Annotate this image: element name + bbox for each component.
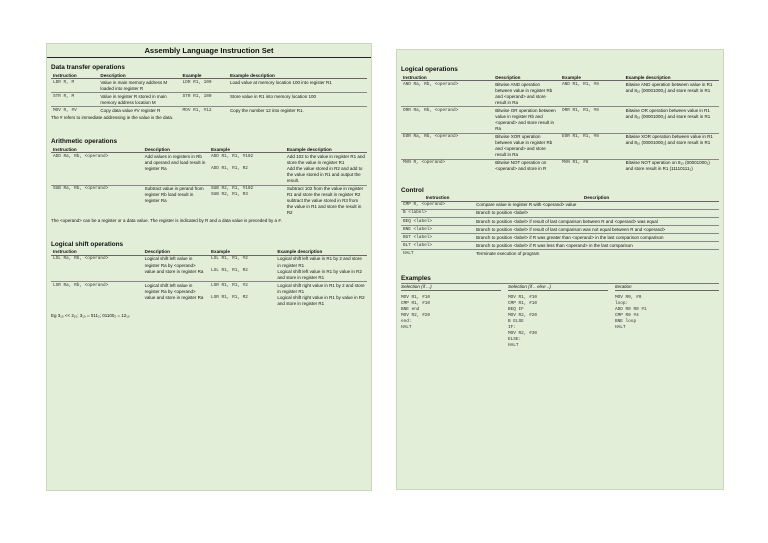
example-cell: SUB R2, R1, #102 SUB R2, R1, R3 [209, 185, 285, 217]
table-row [51, 185, 367, 217]
logical-shift-table [51, 249, 367, 308]
example-cell: MVN R1, #8 [560, 159, 624, 173]
logical-shift-heading: Logical shift operations [51, 240, 124, 248]
col-header-instruction: Instruction [401, 74, 493, 81]
example-code: MOV R1, #10 CMP R1, #10 BEQ IF MOV R2, #20 B ELSE IF: MOV R2, #30 ELSE: HALT [508, 295, 537, 348]
description-cell: Bitwise AND operation between value in register Rb and <operand> and store result in Ra [495, 81, 553, 105]
logical-table [401, 74, 719, 173]
arithmetic-heading: Arithmetic operations [51, 138, 118, 146]
instruction-cell: MVN R, <operand> [401, 159, 493, 173]
col-header-example-description: Example description [285, 146, 367, 153]
col-header-instruction: Instruction [401, 195, 474, 202]
description-cell: Logical shift left value in register Ra by <operand> value and store in register Ra [144, 256, 204, 274]
instruction-cell: LDR R, M [53, 79, 75, 85]
table-row [401, 81, 719, 107]
page-title: Assembly Language Instruction Set [47, 44, 371, 58]
example-title: Selection (if .. else ..) [508, 284, 608, 291]
col-header-example-description: Example description [275, 249, 367, 256]
description-cell: Terminate execution of program [474, 250, 719, 258]
example-cell: LSL R1, R1, #2 LSL R1, R1, R2 [210, 256, 248, 274]
description-cell: Branch to position <label> [474, 209, 719, 217]
col-header-example: Example [560, 74, 624, 81]
control-table [401, 195, 719, 257]
col-header-example-description: Example description [228, 72, 367, 79]
shift-example-note: Eg 3₁₀ << 2₁₀; 3₁₀ = 011₂; 01100₂ = 12₁₀ [51, 313, 130, 319]
example-cell: AND R1, R1, #8 [561, 81, 599, 87]
col-header-example: Example [181, 72, 228, 79]
immediate-addressing-note: The # refers to immediate addressing ie the value is the data. [51, 115, 174, 121]
col-header-description: Description [98, 72, 180, 79]
example-cell: ORR R1, R1, #8 [560, 107, 624, 133]
instruction-cell: SUB Ra, Rb, <operand> [51, 185, 143, 217]
example-title: Selection (if ...) [401, 284, 501, 291]
col-header-description: Description [143, 146, 209, 153]
col-header-description: Description [143, 249, 209, 256]
col-header-example-description: Example description [624, 74, 719, 81]
description-cell: Bitwise XOR operation between value in register Rb and <operand> and store result in Ra [493, 133, 560, 159]
example-cell: MOV R1, #12 [181, 107, 228, 115]
example-selection-if [401, 284, 501, 331]
description-cell: Subtract value in perand from register Rb load result in register Ra [143, 185, 209, 217]
description-cell: Value in main memory address M loaded into register R [100, 79, 168, 91]
description-cell: Value in register R stored in main memory address location M [98, 93, 180, 107]
examples-section [401, 283, 719, 384]
operand-note: The <operand> can be a register or a data value. The register is indicated by R and a data value is preceded by a #. [51, 217, 283, 223]
table-row [401, 159, 719, 173]
example-code: MOV R1, #10 CMP R1, #10 BNE end MOV R2, #20 end: HALT [401, 295, 430, 330]
example-cell: ADD R1, R1, #102 ADD R1, R1, R2 [210, 153, 254, 171]
example-selection-if-else [508, 284, 608, 348]
description-cell: Branch to position <label> if result of last comparison was not equal between R and <operand> [474, 226, 719, 234]
col-header-description: Description [474, 195, 719, 202]
instruction-cell: BLT <label> [401, 242, 474, 250]
example-cell: LSR R1, R1, #2 LSR R1, R1, R2 [209, 282, 275, 308]
example-description-cell: Logical shift left value in R1 by 2 and store in register R1 Logical shift left value in R1 by value in R2 and store in register R1 [277, 256, 362, 280]
example-description-cell: Add 102 to the value in register R1 and store the value in register R1 Add the value stored in R2 and add to the value stored in R1 and output the result. [286, 153, 365, 184]
instruction-cell: B <label> [401, 209, 474, 217]
table-row [401, 133, 719, 159]
example-description-cell: Subtract 102 from the value in register R1 and store the result in register R2 subtract the value stored in R3 from the value in R1 and store the result in R2 [285, 185, 367, 217]
table-row [401, 242, 719, 250]
table-row [401, 107, 719, 133]
table-row [401, 209, 719, 217]
table-row [51, 255, 367, 281]
description-cell: Bitwise OR operation between value in register Rb and <operand> and store result in Ra [493, 107, 560, 133]
instruction-cell: AND Ra, Rb, <operand> [403, 81, 459, 87]
col-header-instruction: Instruction [51, 146, 143, 153]
example-description-cell: Logical shift right value in R1 by 2 and store in register R1 Logical shift right value in R1 by value in R2 and store in register R1 [275, 282, 367, 308]
example-iteration [615, 284, 719, 331]
table-row [401, 250, 719, 258]
example-description-cell: Bitwise OR operation between value in R1 and 8₁₀ (00001000₂) and store result in R1 [624, 107, 719, 133]
table-row [401, 201, 719, 209]
description-cell: Branch to position <label> if R was greater than <operand> in the last comparison comparison [474, 234, 719, 242]
instruction-cell: MOV R, #V [51, 107, 98, 115]
col-header-example: Example [209, 249, 275, 256]
table-row [51, 153, 367, 185]
example-cell: LDR R1, 100 [182, 79, 212, 85]
instruction-cell: ADD Ra, Rb, <operand> [53, 153, 109, 159]
instruction-cell: CMP R, <operand> [403, 202, 446, 208]
instruction-cell: LSR Ra, Rb, <operand> [51, 282, 143, 308]
description-cell: Branch to position <label> if R was less than <operand> in the last comparison [474, 242, 719, 250]
description-cell: Compare value in register R with <operand> value [476, 202, 577, 208]
description-cell: Add values in registers in Rb and operand and load result in register Ra [144, 153, 206, 171]
table-row [51, 282, 367, 308]
control-heading: Control [401, 186, 424, 194]
description-cell: Bitwise NOT operation on <operand> and store in R [493, 159, 560, 173]
instruction-cell: ORR Ra, Rb, <operand> [401, 107, 493, 133]
example-description-cell: Bitwise NOT operation on 8₁₀ (00001000₂) and store result in R1 (11110111₂) [624, 159, 719, 173]
example-description-cell: Load value at memory location 100 into register R1 [229, 79, 332, 85]
example-code: MOV R0, #0 loop: ADD R0 R0 #1 CMP R0 #4 BNE loop HALT [615, 295, 647, 330]
example-description-cell: Bitwise AND operation between value in R1 and 8₁₀ (00001000₂) and store result in R1 [625, 81, 713, 93]
examples-heading: Examples [401, 275, 431, 283]
table-row [51, 79, 367, 93]
col-header-example: Example [209, 146, 285, 153]
instruction-cell: BGT <label> [401, 234, 474, 242]
col-header-instruction: Instruction [51, 72, 98, 79]
example-cell: STR R1, 100 [181, 93, 228, 107]
logical-heading: Logical operations [401, 66, 458, 73]
example-title: Iteration [615, 284, 719, 291]
table-row [401, 218, 719, 226]
table-row [51, 93, 367, 107]
example-description-cell: Store value in R1 into memory location 100 [228, 93, 367, 107]
instruction-cell: STR R, M [51, 93, 98, 107]
example-description-cell: Copy the number 12 into register R1. [228, 107, 367, 115]
instruction-cell: BEQ <label> [401, 218, 474, 226]
instruction-cell: HALT [401, 250, 474, 258]
example-description-cell: Bitwise XOR operation between value in R1 and 8₁₀ (00001000₂) and store result in R1 [624, 133, 719, 159]
col-header-description: Description [493, 74, 560, 81]
left-page [46, 43, 372, 491]
description-cell: Copy data value #V register R [98, 107, 180, 115]
description-cell: Branch to position <label> if result of last comparison between R and <operand> was equal [474, 218, 719, 226]
instruction-cell: EOR Ra, Rb, <operand> [401, 133, 493, 159]
table-row [401, 226, 719, 234]
data-transfer-heading: Data transfer operations [51, 64, 125, 71]
data-transfer-table [51, 72, 367, 114]
description-cell: Logical shift left value in register Ra by <operand> value and store in register Ra [143, 282, 209, 308]
instruction-cell: BNE <label> [401, 226, 474, 234]
right-page [396, 49, 724, 490]
table-row [401, 234, 719, 242]
example-cell: EOR R1, R1, #8 [560, 133, 624, 159]
col-header-instruction: Instruction [51, 249, 143, 256]
arithmetic-table [51, 146, 367, 217]
instruction-cell: LSL Ra, Rb, <operand> [53, 256, 109, 262]
table-row [51, 107, 367, 115]
